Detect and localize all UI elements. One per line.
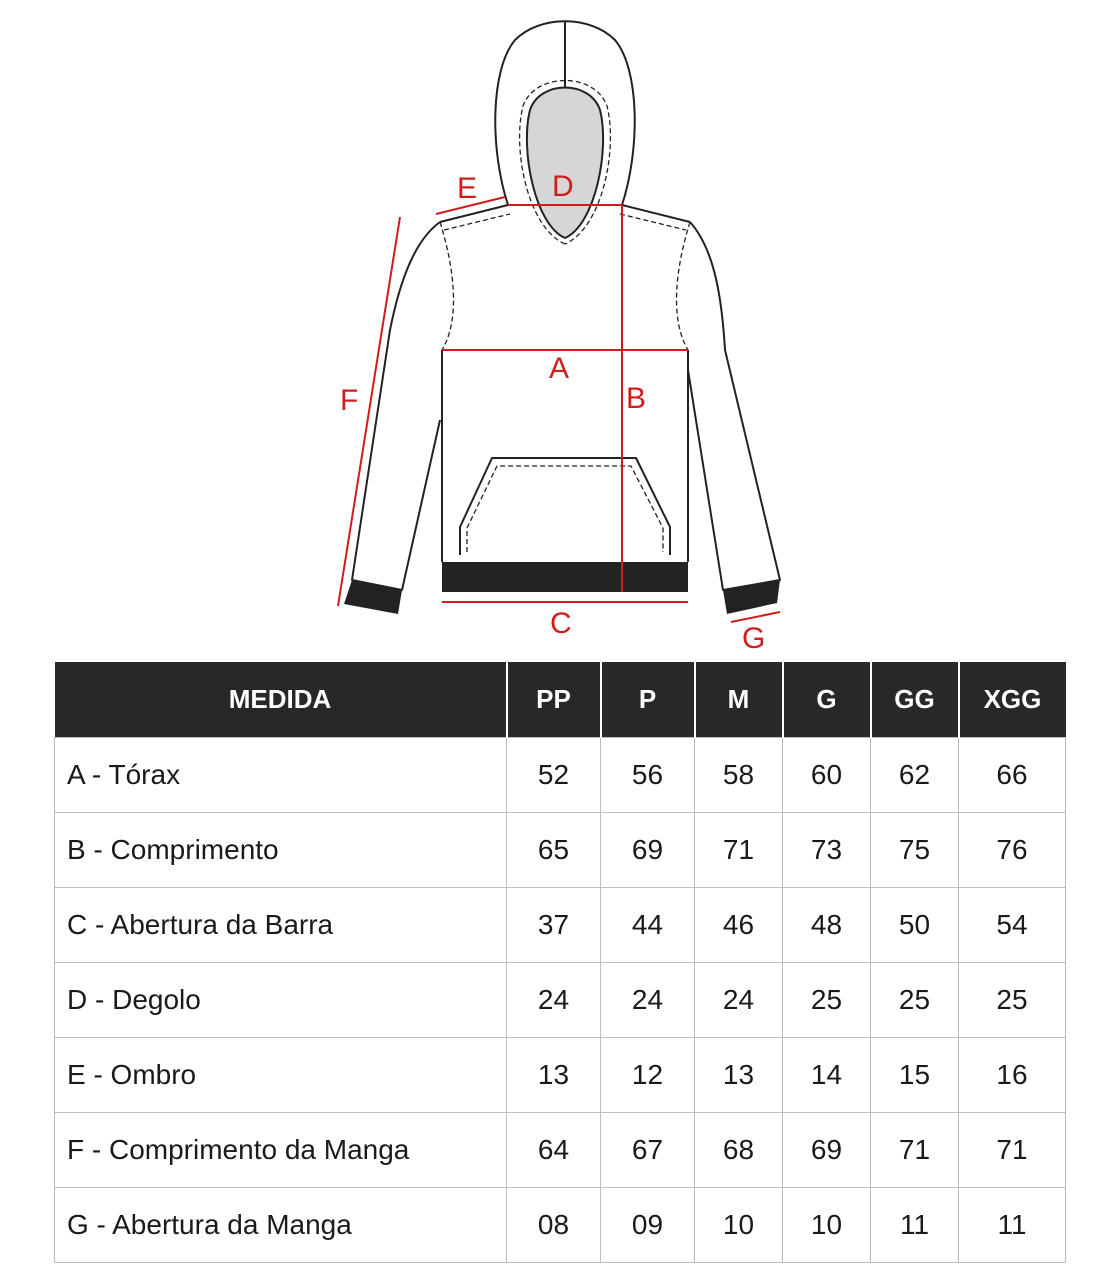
table-row bbox=[55, 1113, 1066, 1188]
size-value: 16 bbox=[959, 1038, 1066, 1113]
label-b: B bbox=[626, 382, 647, 415]
size-value: 24 bbox=[695, 963, 783, 1038]
size-value: 73 bbox=[783, 813, 871, 888]
table-row bbox=[55, 1188, 1066, 1263]
size-value: 71 bbox=[959, 1113, 1066, 1188]
table-row bbox=[55, 813, 1066, 888]
size-value: 75 bbox=[871, 813, 959, 888]
table-header-row bbox=[55, 662, 1066, 738]
left-sleeve-outline bbox=[352, 222, 440, 590]
measure-line-g bbox=[731, 612, 780, 622]
size-value: 71 bbox=[695, 813, 783, 888]
size-value: 10 bbox=[783, 1188, 871, 1263]
row-label: A - Tórax bbox=[55, 738, 507, 813]
label-e: E bbox=[457, 172, 478, 205]
left-shoulder-stitch bbox=[444, 214, 510, 230]
size-value: 25 bbox=[783, 963, 871, 1038]
size-table bbox=[54, 662, 1066, 1263]
label-g: G bbox=[742, 622, 766, 655]
row-label: E - Ombro bbox=[55, 1038, 507, 1113]
label-a: A bbox=[549, 352, 570, 385]
size-value: 15 bbox=[871, 1038, 959, 1113]
header-size-pp: PP bbox=[507, 662, 601, 738]
table-row bbox=[55, 888, 1066, 963]
right-cuff bbox=[723, 580, 780, 614]
size-value: 12 bbox=[601, 1038, 695, 1113]
label-f: F bbox=[340, 384, 359, 417]
table-row bbox=[55, 963, 1066, 1038]
table-row bbox=[55, 738, 1066, 813]
header-size-gg: GG bbox=[871, 662, 959, 738]
size-value: 11 bbox=[871, 1188, 959, 1263]
right-shoulder bbox=[622, 205, 690, 222]
size-value: 50 bbox=[871, 888, 959, 963]
size-value: 58 bbox=[695, 738, 783, 813]
size-value: 13 bbox=[507, 1038, 601, 1113]
size-value: 56 bbox=[601, 738, 695, 813]
left-cuff bbox=[344, 580, 402, 614]
table-row bbox=[55, 1038, 1066, 1113]
waistband bbox=[442, 562, 688, 592]
size-value: 46 bbox=[695, 888, 783, 963]
size-value: 37 bbox=[507, 888, 601, 963]
header-size-xgg: XGG bbox=[959, 662, 1066, 738]
size-value: 69 bbox=[783, 1113, 871, 1188]
table-body bbox=[55, 738, 1066, 1263]
header-size-g: G bbox=[783, 662, 871, 738]
kangaroo-pocket bbox=[460, 458, 670, 555]
row-label: B - Comprimento bbox=[55, 813, 507, 888]
header-size-m: M bbox=[695, 662, 783, 738]
size-value: 08 bbox=[507, 1188, 601, 1263]
size-value: 54 bbox=[959, 888, 1066, 963]
size-value: 65 bbox=[507, 813, 601, 888]
size-value: 60 bbox=[783, 738, 871, 813]
row-label: F - Comprimento da Manga bbox=[55, 1113, 507, 1188]
size-value: 44 bbox=[601, 888, 695, 963]
size-value: 68 bbox=[695, 1113, 783, 1188]
row-label: D - Degolo bbox=[55, 963, 507, 1038]
pocket-stitch bbox=[467, 466, 663, 552]
size-value: 67 bbox=[601, 1113, 695, 1188]
size-value: 13 bbox=[695, 1038, 783, 1113]
size-value: 09 bbox=[601, 1188, 695, 1263]
label-c: C bbox=[550, 607, 572, 640]
size-value: 69 bbox=[601, 813, 695, 888]
label-d: D bbox=[552, 170, 574, 203]
left-shoulder bbox=[440, 205, 508, 222]
size-value: 25 bbox=[871, 963, 959, 1038]
right-shoulder-stitch bbox=[620, 214, 686, 230]
hood-opening bbox=[527, 88, 603, 239]
right-armhole bbox=[676, 222, 690, 350]
right-sleeve-outline bbox=[688, 222, 780, 590]
size-value: 48 bbox=[783, 888, 871, 963]
row-label: C - Abertura da Barra bbox=[55, 888, 507, 963]
size-value: 24 bbox=[601, 963, 695, 1038]
header-size-p: P bbox=[601, 662, 695, 738]
size-value: 64 bbox=[507, 1113, 601, 1188]
size-value: 76 bbox=[959, 813, 1066, 888]
size-value: 71 bbox=[871, 1113, 959, 1188]
size-value: 24 bbox=[507, 963, 601, 1038]
size-value: 25 bbox=[959, 963, 1066, 1038]
size-value: 52 bbox=[507, 738, 601, 813]
size-value: 66 bbox=[959, 738, 1066, 813]
left-armhole bbox=[440, 222, 454, 350]
size-value: 10 bbox=[695, 1188, 783, 1263]
size-value: 14 bbox=[783, 1038, 871, 1113]
size-value: 11 bbox=[959, 1188, 1066, 1263]
row-label: G - Abertura da Manga bbox=[55, 1188, 507, 1263]
header-measure: MEDIDA bbox=[55, 662, 507, 738]
size-value: 62 bbox=[871, 738, 959, 813]
